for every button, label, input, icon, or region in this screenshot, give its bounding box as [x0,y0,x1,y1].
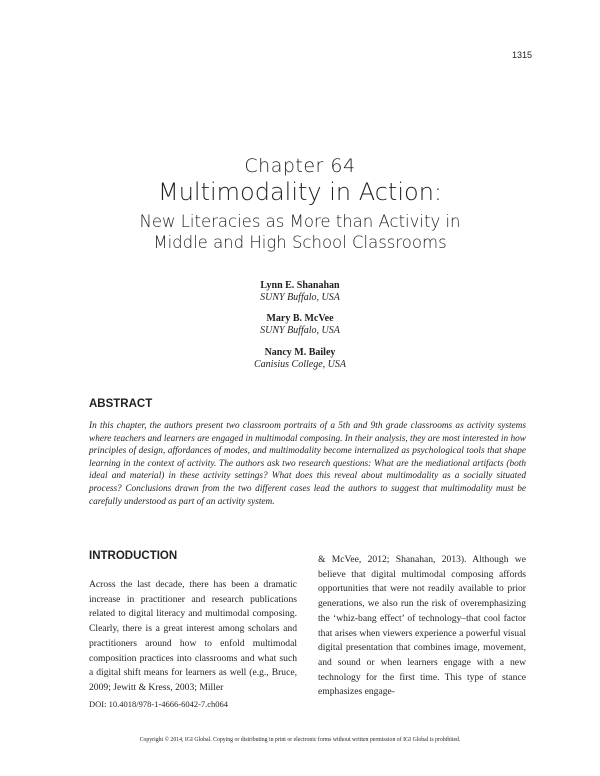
introduction-right-column: & McVee, 2012; Shanahan, 2013). Although we believe that digital multimodal composing affords opportunities that were not readily available to prior generations, we also run the risk of overemphasizing the ‘whiz-bang effect’ of technology–that cool factor that arises when viewers experience a powerful visual digital presentation that combines image, movement, and sound or when learners engage with a new technology for the first time. This type of stance emphasizes engage- [318,554,526,698]
author-3 [150,347,450,371]
introduction-left-column: Across the last decade, there has been a dramatic increase in practitioner and research publications related to digital literacy and multimodal composing. Clearly, there is a great interest among scholars and practitioners around how to enfold multimodal composition practices into classrooms and what such a digital shift means for learners as well (e.g., Bruce, 2009; Jewitt & Kress, 2003; Miller [89,579,297,693]
chapter-subtitle [60,211,540,253]
author-affiliation: SUNY Buffalo, USA [260,325,340,336]
author-affiliation: Canisius College, USA [254,359,346,370]
abstract-text: In this chapter, the authors present two classroom portraits of a 5th and 9th grade classrooms as activity systems where teachers and learners are engaged in multimodal composing. In their analysis, they are most interested in how principles of design, affordances of modes, and multimodality become internalized as psychological tools that shape learning in the context of activity. The authors ask two research questions: What are the mediational artifacts (both ideal and material) in these activity settings? What does this reveal about multimodality as a socially situated process? Conclusions drawn from the two different cases lead the authors to suggest that multimodality must be carefully understood as part of an activity system. [89,421,526,507]
introduction-heading: INTRODUCTION [89,550,178,562]
author-name: Lynn E. Shanahan [260,280,340,291]
page-number: 1315 [511,50,532,60]
author-2 [150,313,450,337]
subtitle-line-2: Middle and High School Classrooms [153,233,447,252]
author-name: Mary B. McVee [266,313,334,324]
abstract-heading: ABSTRACT [89,398,153,410]
author-name: Nancy M. Bailey [264,347,336,358]
author-affiliation: SUNY Buffalo, USA [260,292,340,303]
chapter-label: Chapter 64 [244,155,356,177]
copyright-notice: Copyright © 2014, IGI Global. Copying or distributing in print or electronic forms without written permission of IGI Global is prohibited. [139,737,461,743]
author-1 [150,280,450,304]
doi: DOI: 10.4018/978-1-4666-6042-7.ch064 [89,699,229,709]
chapter-title: Multimodality in Action: [157,178,442,206]
subtitle-line-1: New Literacies as More than Activity in [139,212,461,231]
